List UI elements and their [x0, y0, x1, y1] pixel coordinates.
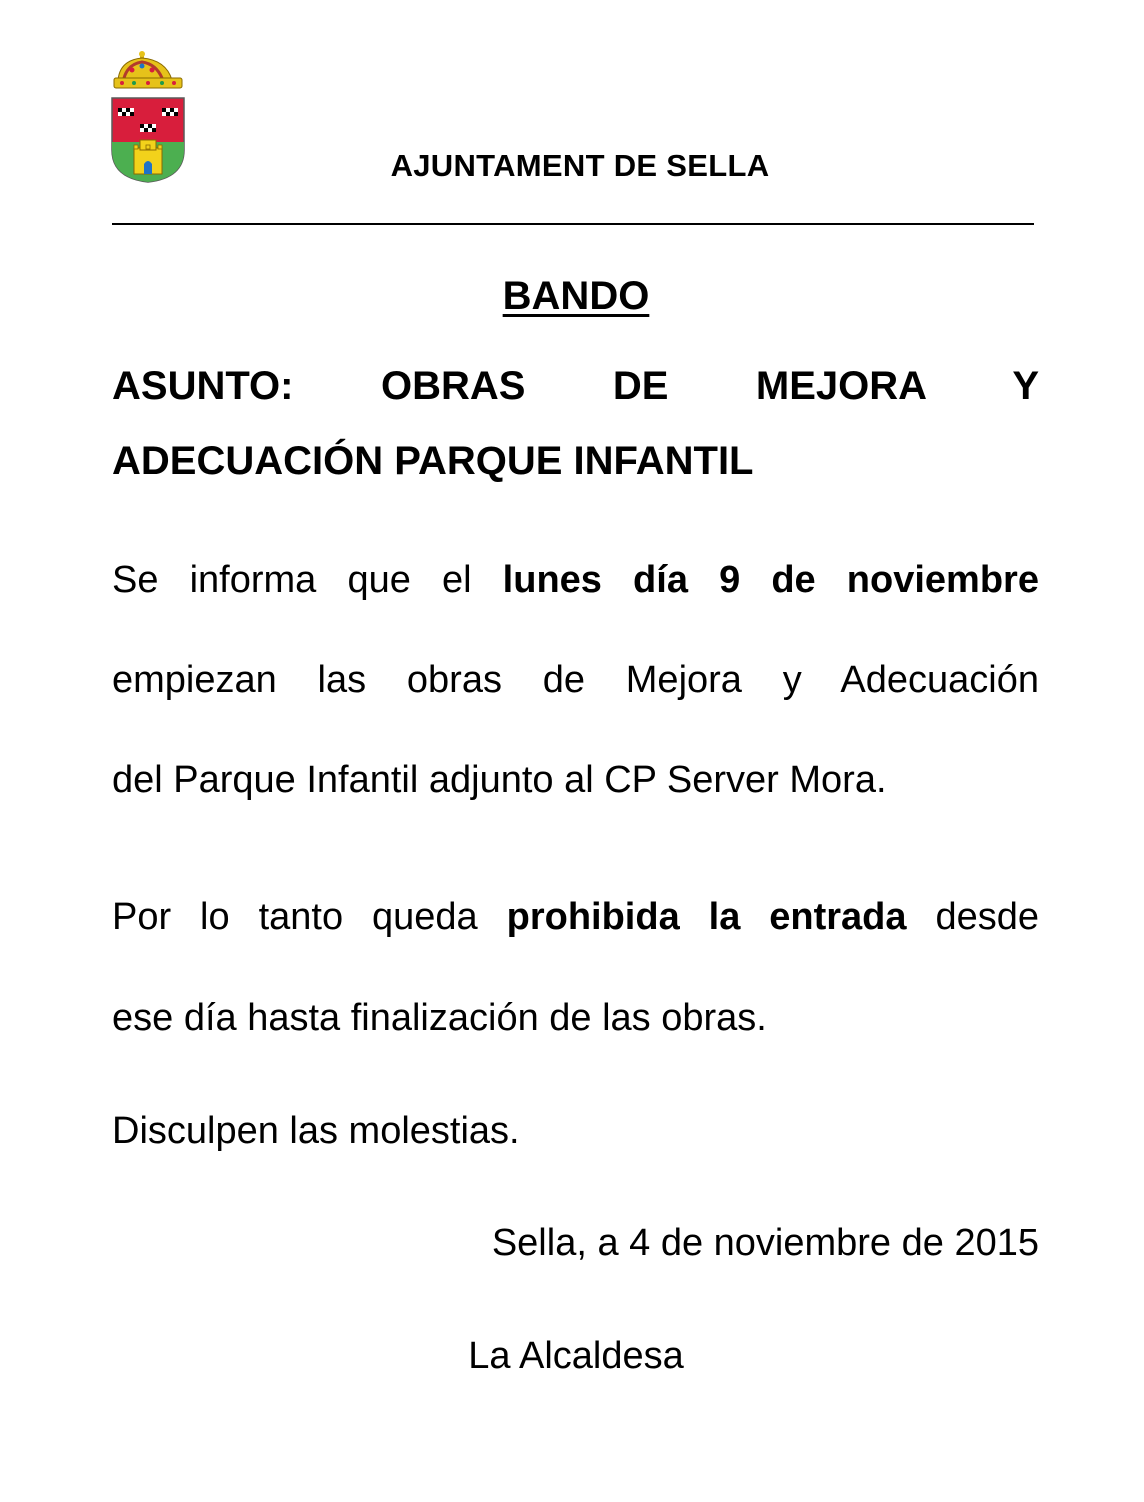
- document-title: BANDO: [502, 274, 650, 318]
- p2-text-pre: Por lo tanto queda: [112, 896, 507, 938]
- date-line: Sella, a 4 de noviembre de 2015: [491, 1222, 1039, 1264]
- paragraph-2-line-1: [112, 898, 1039, 936]
- p2-prohibition-emphasis: prohibida la entrada: [506, 896, 907, 938]
- p2-text-post: desde: [906, 896, 1039, 938]
- paragraph-1-line-1: [112, 561, 1039, 599]
- apology-line: Disculpen las molestias.: [112, 1110, 520, 1152]
- signature-title: La Alcaldesa: [468, 1335, 684, 1377]
- paragraph-1-line-3: del Parque Infantil adjunto al CP Server Mora.: [112, 759, 887, 801]
- subject-line-1: ASUNTO: OBRAS DE MEJORA Y: [112, 364, 1039, 408]
- coat-of-arms-icon: [110, 50, 192, 184]
- paragraph-1-line-2: empiezan las obras de Mejora y Adecuación: [112, 659, 1039, 701]
- p1-date-emphasis: lunes día 9 de noviembre: [502, 559, 1039, 601]
- header-divider: [112, 223, 1034, 225]
- organization-name: AJUNTAMENT DE SELLA: [390, 148, 770, 183]
- p1-text: Se informa que el: [112, 559, 503, 601]
- subject-line-2: ADECUACIÓN PARQUE INFANTIL: [112, 439, 754, 483]
- paragraph-2-line-2: ese día hasta finalización de las obras.: [112, 997, 767, 1039]
